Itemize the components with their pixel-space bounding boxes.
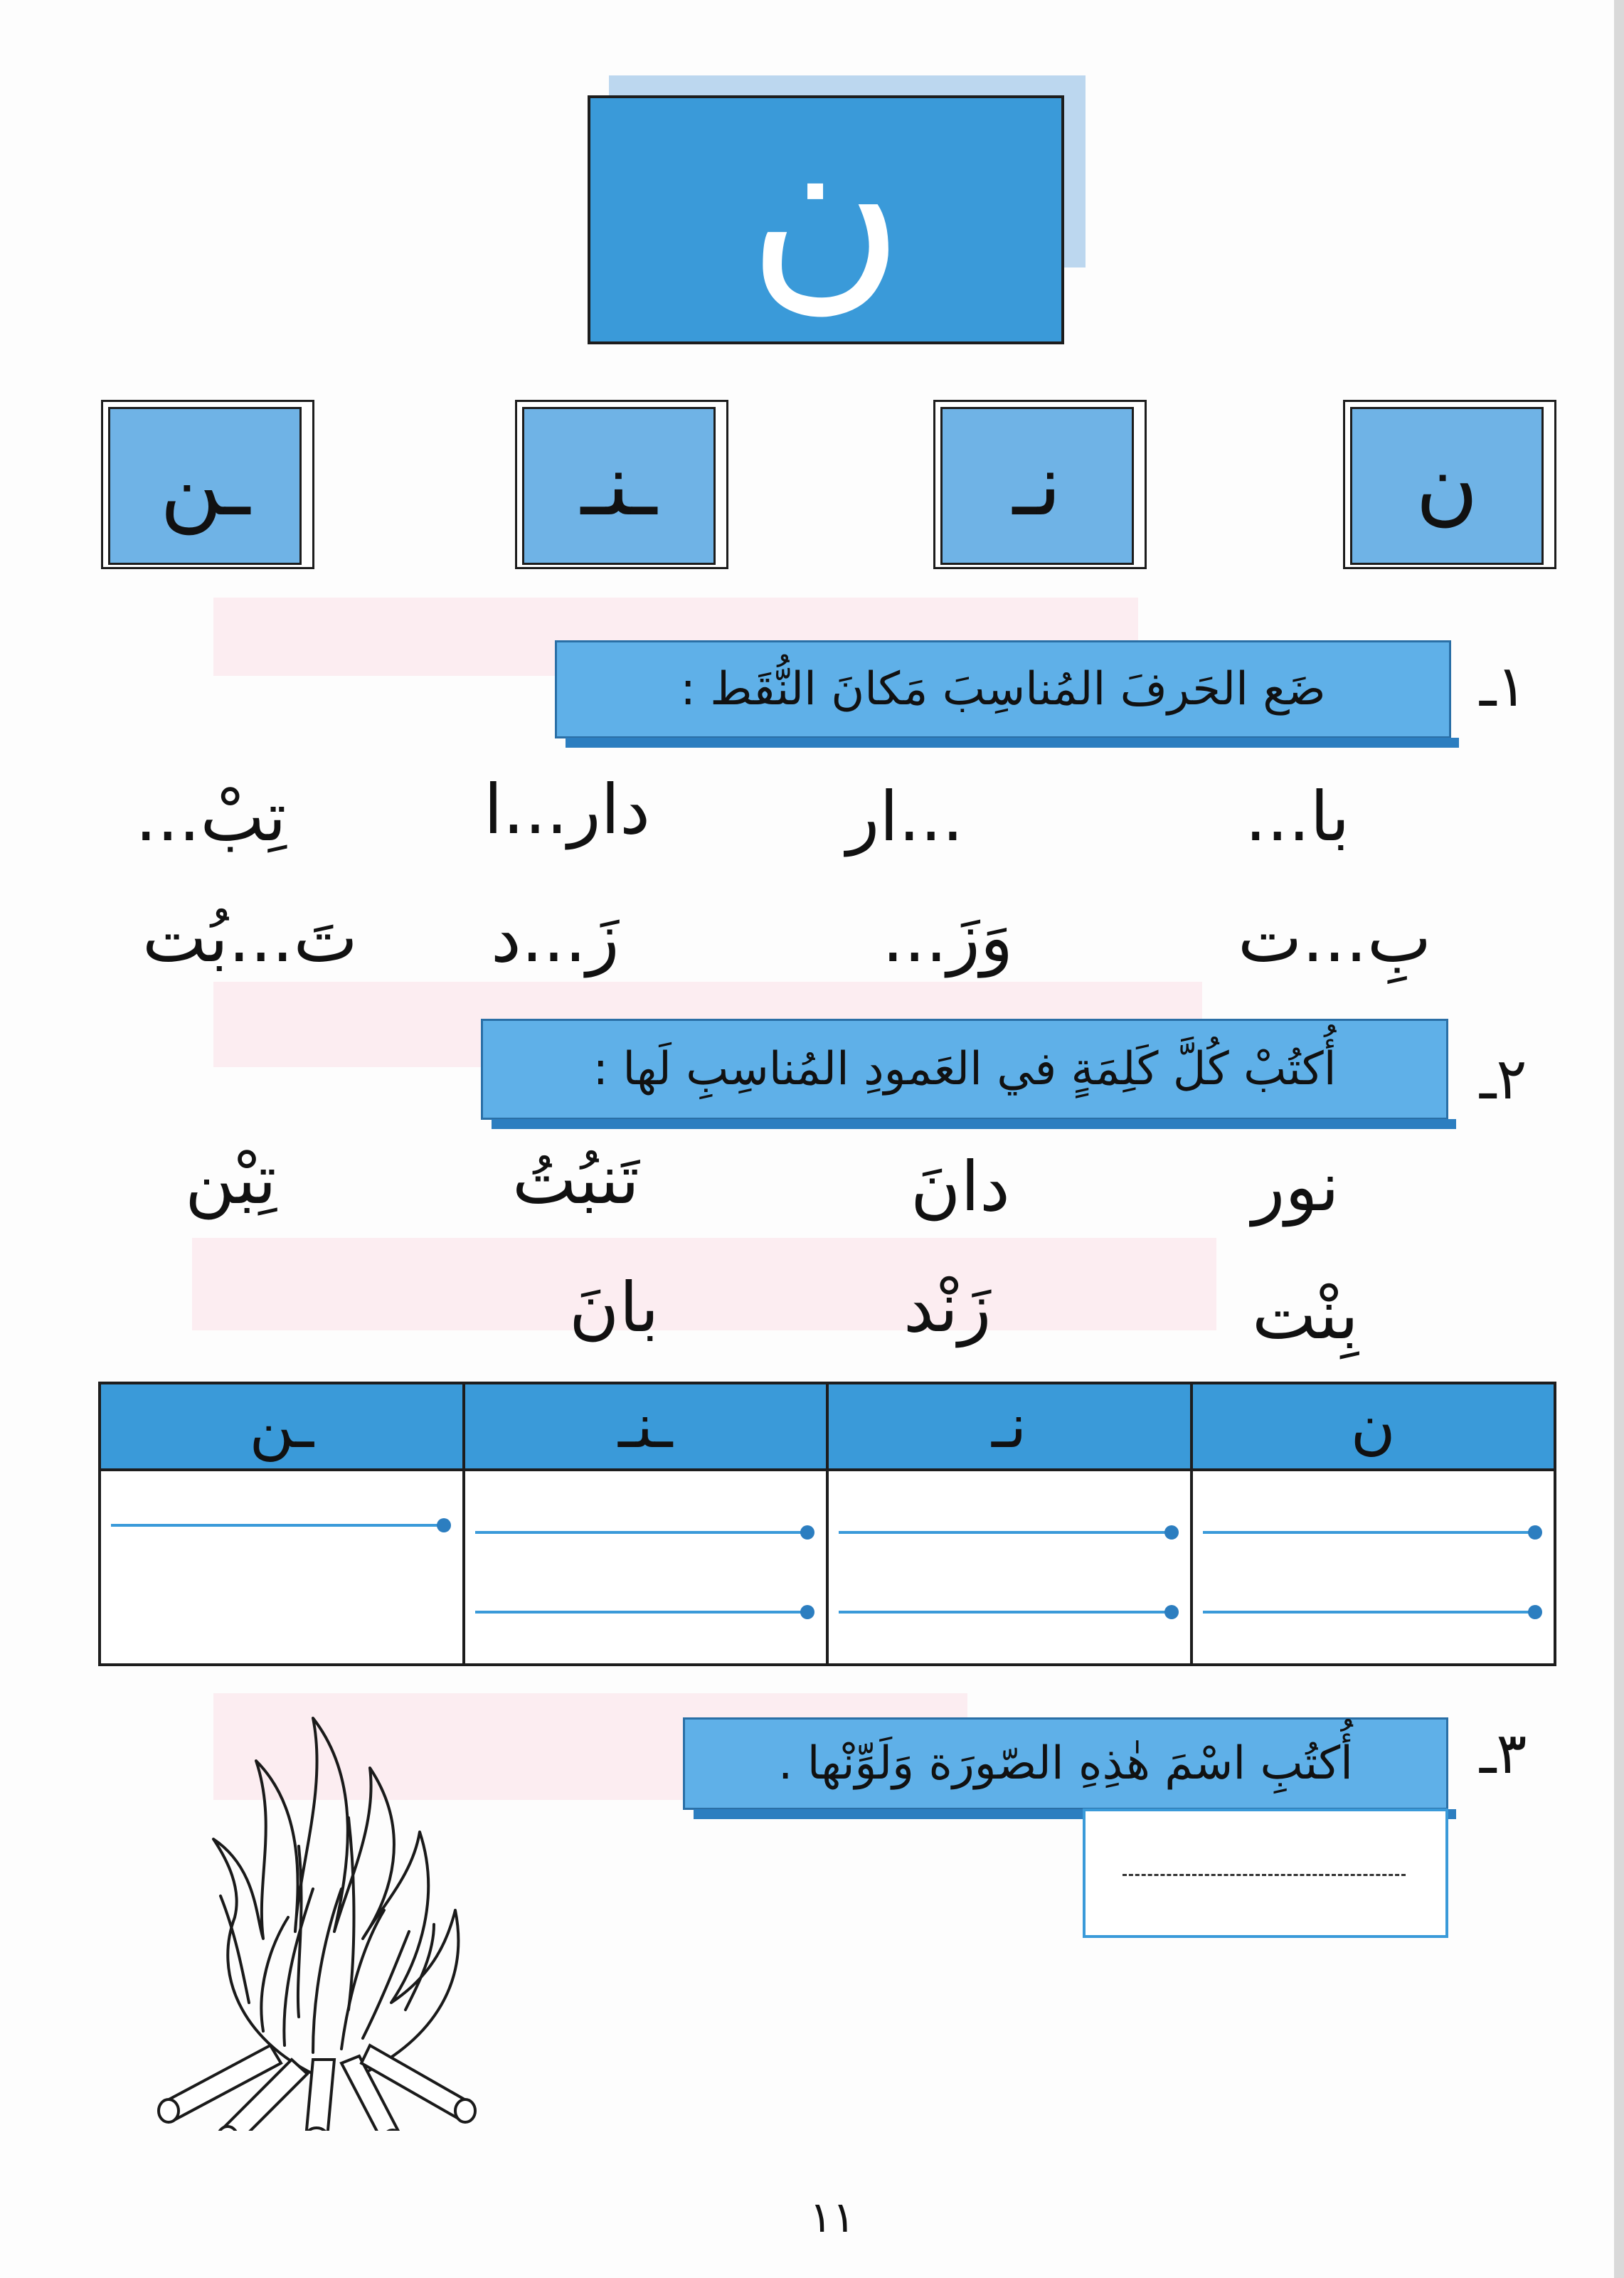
table-header: ن	[1192, 1383, 1556, 1470]
letter-form-final: ـن	[101, 400, 323, 578]
exercise-2-word: زَنْد	[903, 1268, 992, 1347]
exercise-2-word: نور	[1252, 1147, 1339, 1227]
exercise-3-number: ٣ـ	[1480, 1720, 1527, 1786]
exercise-1-word: بِ...ت	[1238, 898, 1432, 978]
exercise-2-word: تَنبُتُ	[512, 1140, 639, 1219]
answer-cell[interactable]	[100, 1470, 464, 1665]
exercise-1-word: تِبْ...	[135, 777, 287, 857]
exercise-1-word: ...ار	[847, 777, 964, 857]
table-header: ـن	[100, 1383, 464, 1470]
sorting-table	[98, 1382, 1556, 1666]
exercise-1-word: زَ...د	[491, 898, 620, 978]
exercise-2-word: بانَ	[569, 1268, 659, 1347]
table-header: ـنـ	[464, 1383, 828, 1470]
answer-dotted-line[interactable]	[1123, 1874, 1406, 1876]
exercise-1-word: با...	[1245, 777, 1350, 857]
exercise-1-instruction: ضَع الحَرفَ المُناسِبَ مَكانَ النُّقَط :	[555, 640, 1451, 738]
exercise-1-word: وَزَ...	[882, 898, 1014, 978]
writing-line[interactable]	[111, 1524, 445, 1527]
answer-box[interactable]	[1083, 1808, 1448, 1938]
letter-form-initial: نـ	[933, 400, 1155, 578]
exercise-1-word: دار...ا	[484, 770, 650, 849]
answer-cell[interactable]	[827, 1470, 1192, 1665]
exercise-3-instruction: أُكتُبِ اسْمَ هٰذِهِ الصّورَة وَلَوِّنْها .	[683, 1717, 1448, 1810]
writing-line[interactable]	[475, 1531, 810, 1534]
exercise-1-number: ١ـ	[1480, 653, 1527, 719]
main-letter: ن	[747, 85, 905, 333]
campfire-illustration	[135, 1704, 505, 2131]
bleed-through	[192, 1238, 1216, 1330]
exercise-1-word: تَ...بُت	[142, 898, 358, 978]
exercise-2-number: ٢ـ	[1480, 1046, 1527, 1112]
writing-line[interactable]	[839, 1611, 1173, 1614]
main-letter-card	[588, 85, 1064, 344]
page-number: ١١	[809, 2193, 856, 2242]
writing-line[interactable]	[1203, 1531, 1537, 1534]
writing-line[interactable]	[839, 1531, 1173, 1534]
answer-cell[interactable]	[464, 1470, 828, 1665]
exercise-2-word: تِبْن	[185, 1140, 277, 1219]
exercise-2-instruction: أُكتُبْ كُلَّ كَلِمَةٍ في العَمودِ المُناسِبِ لَها :	[481, 1019, 1448, 1120]
exercise-2-word: دانَ	[911, 1147, 1010, 1227]
writing-line[interactable]	[475, 1611, 810, 1614]
letter-form-isolated: ن	[1343, 400, 1565, 578]
letter-form-medial: ـنـ	[515, 400, 737, 578]
writing-line[interactable]	[1203, 1611, 1537, 1614]
answer-cell[interactable]	[1192, 1470, 1556, 1665]
table-header: نـ	[827, 1383, 1192, 1470]
exercise-2-word: بِنْت	[1252, 1275, 1359, 1355]
